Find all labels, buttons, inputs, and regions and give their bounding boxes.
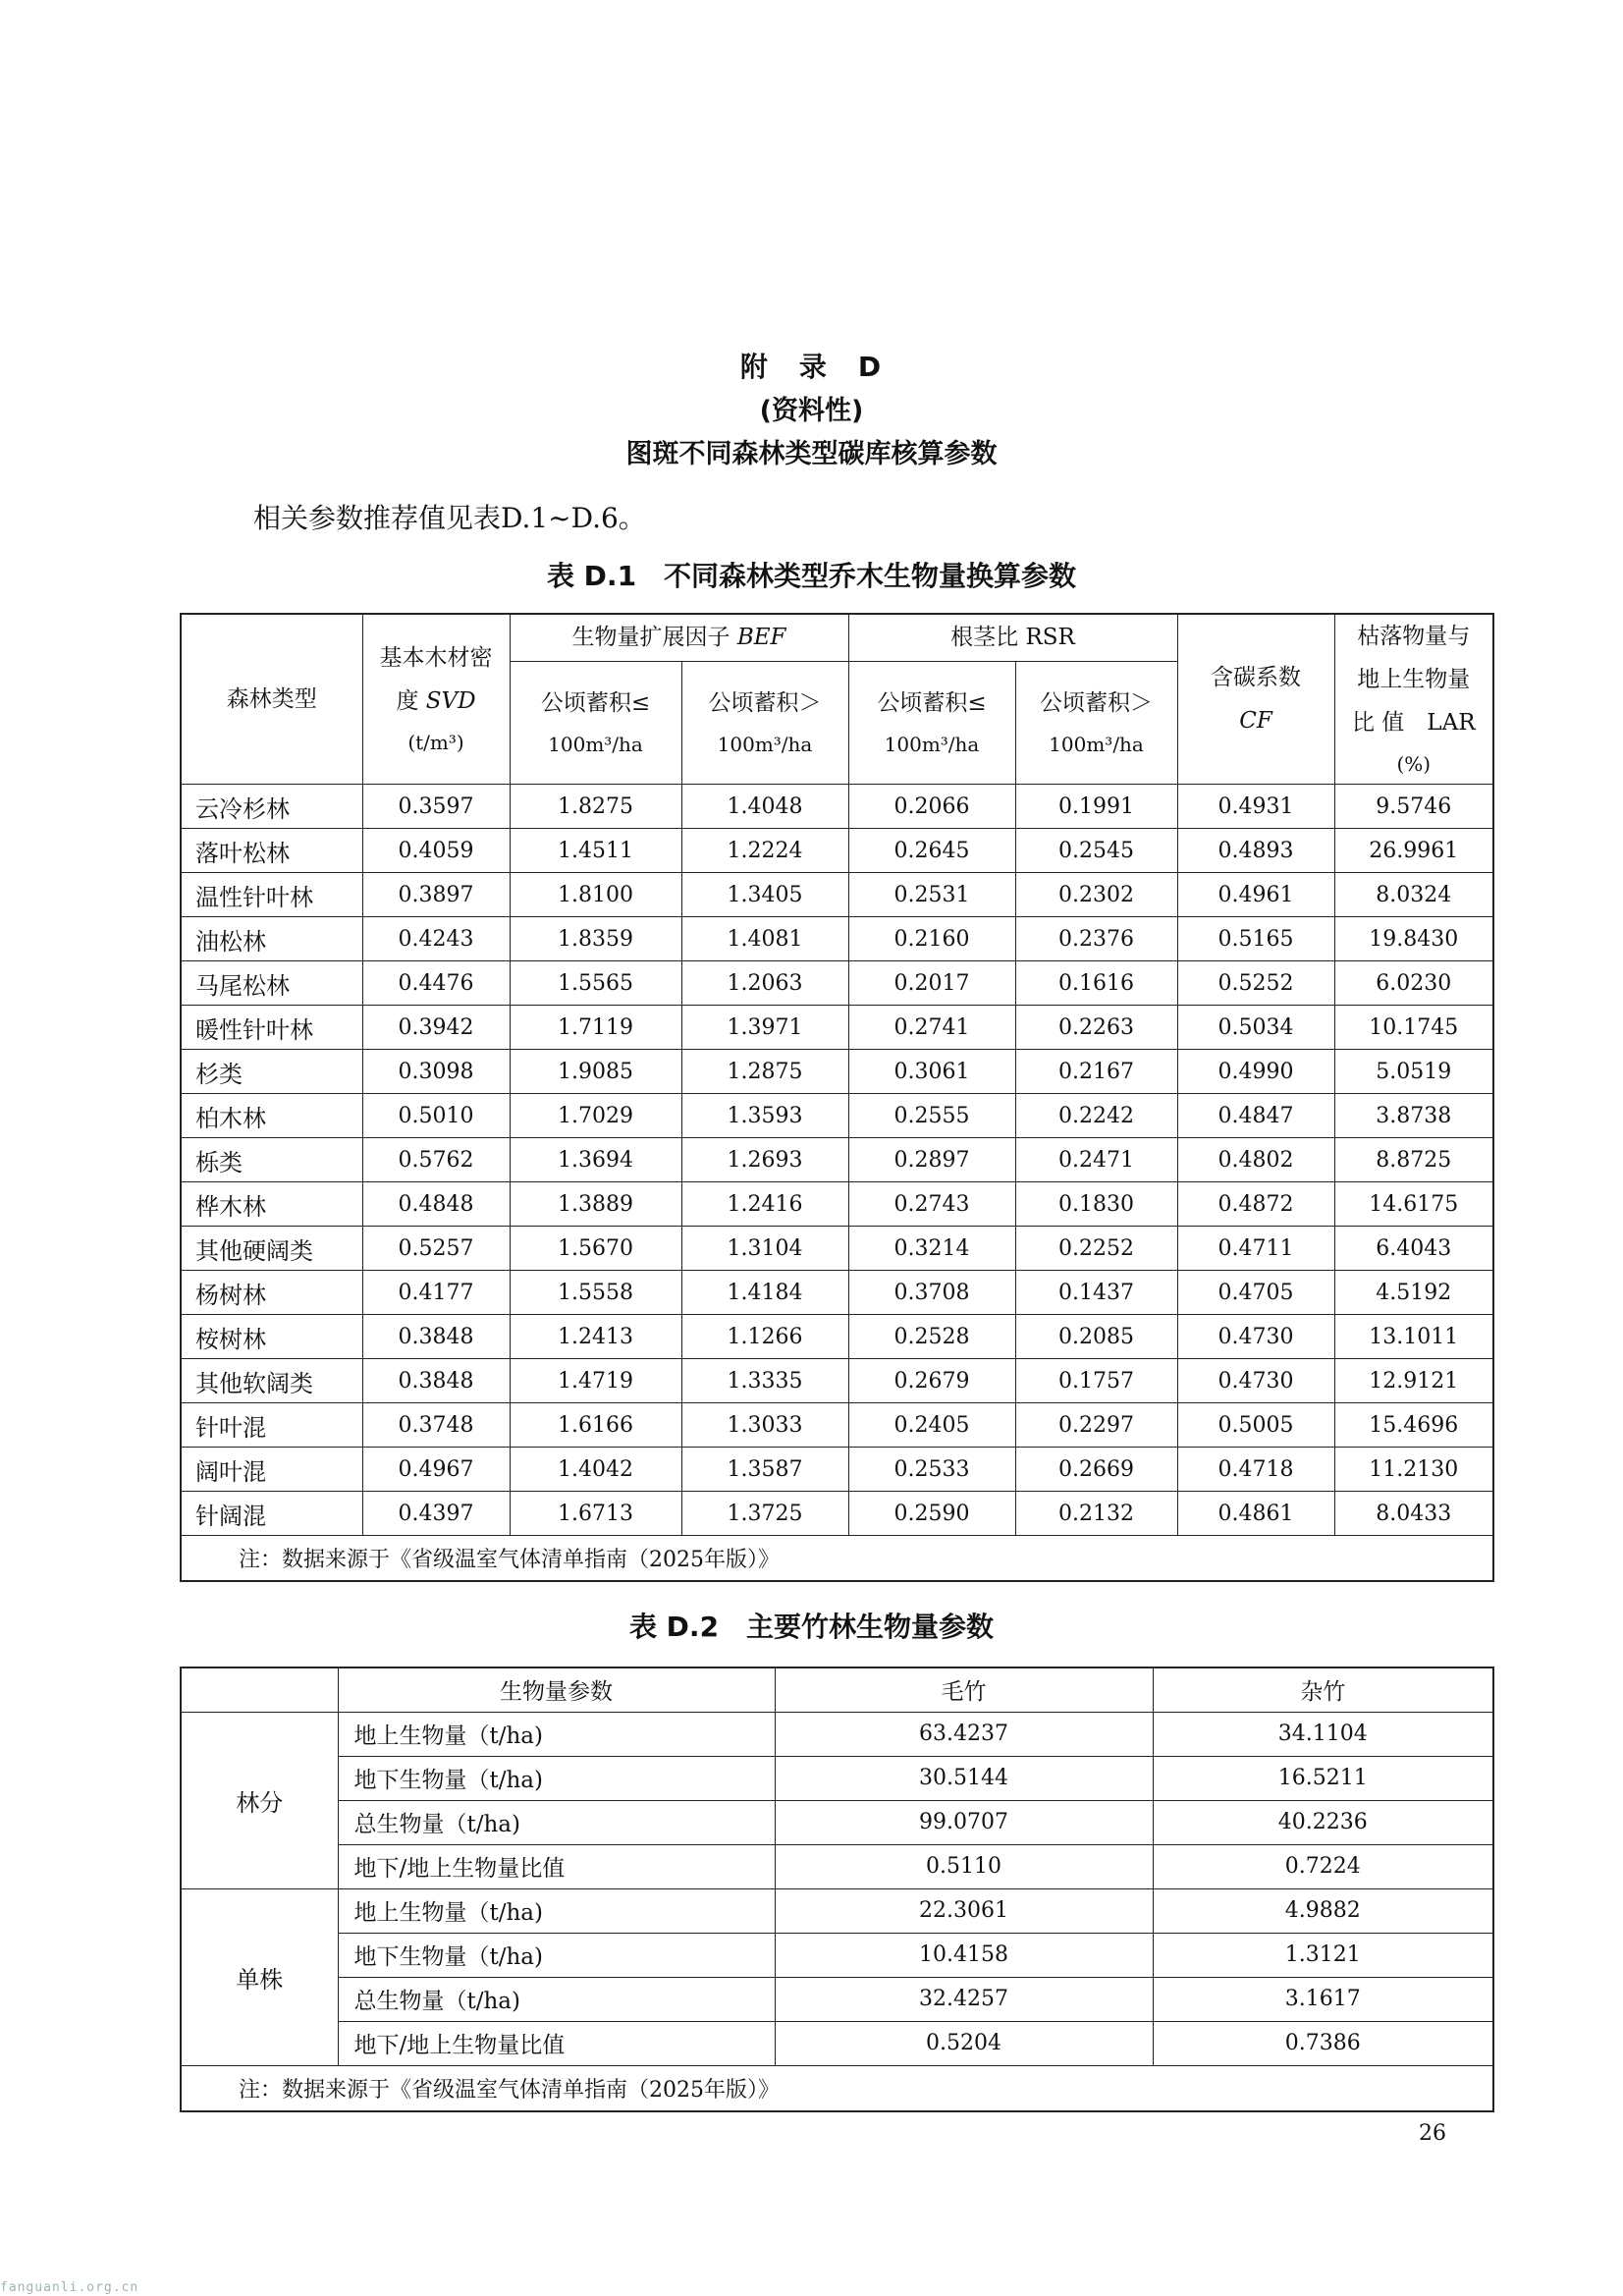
value-cell: 0.3848 — [362, 1359, 510, 1403]
param-cell: 地下/地上生物量比值 — [338, 2021, 775, 2065]
value-cell: 0.4990 — [1177, 1050, 1334, 1094]
value-cell: 0.2263 — [1015, 1006, 1177, 1050]
value-cell: 0.2085 — [1015, 1315, 1177, 1359]
value-cell: 13.1011 — [1334, 1315, 1493, 1359]
forest-type-cell: 针阔混 — [181, 1492, 362, 1536]
value-cell: 0.3848 — [362, 1315, 510, 1359]
header-bef-le — [510, 661, 681, 784]
value-cell: 40.2236 — [1153, 1800, 1493, 1844]
watermark: fanguanli.org.cn — [0, 2280, 139, 2295]
forest-type-cell: 针叶混 — [181, 1403, 362, 1448]
value-cell: 63.4237 — [775, 1712, 1153, 1756]
header-bef-label: 生物量扩展因子 — [571, 625, 737, 651]
table-row — [181, 1182, 1493, 1227]
header-svd-line1: 基本木材密 — [379, 645, 493, 671]
table2-note: 注：数据来源于《省级温室气体清单指南（2025年版）》 — [181, 2065, 1493, 2111]
table-row — [181, 785, 1493, 829]
value-cell: 1.5670 — [510, 1227, 681, 1271]
group-cell: 单株 — [181, 1888, 338, 2065]
forest-type-cell: 杉类 — [181, 1050, 362, 1094]
value-cell: 32.4257 — [775, 1977, 1153, 2021]
header-bef-gt-line2: 100m³/ha — [717, 732, 813, 756]
bamboo-biomass-table — [180, 1667, 1494, 2112]
forest-type-cell: 桦木林 — [181, 1182, 362, 1227]
value-cell: 0.3597 — [362, 785, 510, 829]
forest-type-cell: 其他软阔类 — [181, 1359, 362, 1403]
value-cell: 0.5204 — [775, 2021, 1153, 2065]
value-cell: 0.2743 — [848, 1182, 1015, 1227]
value-cell: 0.4059 — [362, 829, 510, 873]
table-row — [181, 1271, 1493, 1315]
header-lar-line3: 比 值 LAR — [1352, 710, 1476, 736]
value-cell: 0.4861 — [1177, 1492, 1334, 1536]
value-cell: 1.6713 — [510, 1492, 681, 1536]
value-cell: 0.4961 — [1177, 873, 1334, 917]
value-cell: 0.4967 — [362, 1448, 510, 1492]
value-cell: 1.3971 — [681, 1006, 848, 1050]
value-cell: 1.2416 — [681, 1182, 848, 1227]
forest-type-cell: 杨树林 — [181, 1271, 362, 1315]
value-cell: 0.3748 — [362, 1403, 510, 1448]
appendix-subject: 图斑不同森林类型碳库核算参数 — [625, 439, 998, 469]
appendix-title: 附 录 D — [739, 351, 884, 383]
table2-caption: 表 D.2 主要竹林生物量参数 — [628, 1611, 995, 1643]
value-cell: 5.0519 — [1334, 1050, 1493, 1094]
value-cell: 0.4243 — [362, 917, 510, 961]
value-cell: 1.3335 — [681, 1359, 848, 1403]
header-blank — [181, 1667, 338, 1712]
value-cell: 0.7224 — [1153, 1844, 1493, 1888]
forest-type-cell: 阔叶混 — [181, 1448, 362, 1492]
value-cell: 26.9961 — [1334, 829, 1493, 873]
value-cell: 0.1757 — [1015, 1359, 1177, 1403]
header-bef-le-line1: 公顷蓄积≤ — [540, 689, 651, 716]
forest-type-cell: 暖性针叶林 — [181, 1006, 362, 1050]
value-cell: 15.4696 — [1334, 1403, 1493, 1448]
value-cell: 0.1616 — [1015, 961, 1177, 1006]
forest-type-cell: 桉树林 — [181, 1315, 362, 1359]
table-row — [181, 1403, 1493, 1448]
value-cell: 0.2533 — [848, 1448, 1015, 1492]
table-row — [181, 1844, 1493, 1888]
header-lar-line2: 地上生物量 — [1357, 667, 1471, 692]
value-cell: 0.2897 — [848, 1138, 1015, 1182]
table-row — [181, 1756, 1493, 1800]
value-cell: 0.3942 — [362, 1006, 510, 1050]
value-cell: 11.2130 — [1334, 1448, 1493, 1492]
value-cell: 0.5762 — [362, 1138, 510, 1182]
value-cell: 8.0433 — [1334, 1492, 1493, 1536]
param-cell: 地上生物量（t/ha) — [338, 1712, 775, 1756]
table-row — [181, 1138, 1493, 1182]
param-cell: 总生物量（t/ha) — [338, 1977, 775, 2021]
value-cell: 0.4848 — [362, 1182, 510, 1227]
value-cell: 1.1266 — [681, 1315, 848, 1359]
header-svd-prefix: 度 — [396, 688, 426, 714]
header-bef-gt-line1: 公顷蓄积＞ — [708, 689, 822, 716]
value-cell: 99.0707 — [775, 1800, 1153, 1844]
value-cell: 0.1437 — [1015, 1271, 1177, 1315]
value-cell: 1.3889 — [510, 1182, 681, 1227]
value-cell: 0.4893 — [1177, 829, 1334, 873]
value-cell: 0.5034 — [1177, 1006, 1334, 1050]
value-cell: 1.3587 — [681, 1448, 848, 1492]
forest-type-cell: 温性针叶林 — [181, 873, 362, 917]
value-cell: 4.5192 — [1334, 1271, 1493, 1315]
value-cell: 3.8738 — [1334, 1094, 1493, 1138]
header-svd — [362, 614, 510, 785]
value-cell: 0.4931 — [1177, 785, 1334, 829]
value-cell: 0.2405 — [848, 1403, 1015, 1448]
header-rsr-le — [848, 661, 1015, 784]
value-cell: 0.4705 — [1177, 1271, 1334, 1315]
value-cell: 0.2252 — [1015, 1227, 1177, 1271]
value-cell: 0.2555 — [848, 1094, 1015, 1138]
value-cell: 1.6166 — [510, 1403, 681, 1448]
value-cell: 10.1745 — [1334, 1006, 1493, 1050]
value-cell: 0.1830 — [1015, 1182, 1177, 1227]
header-rsr-le-line1: 公顷蓄积≤ — [877, 689, 987, 716]
header-svd-unit: (t/m³) — [407, 731, 464, 754]
table-row — [181, 1933, 1493, 1977]
header-cf-symbol — [1178, 699, 1334, 742]
value-cell: 1.2224 — [681, 829, 848, 873]
page-number: 26 — [1419, 2121, 1446, 2146]
value-cell: 0.3098 — [362, 1050, 510, 1094]
value-cell: 12.9121 — [1334, 1359, 1493, 1403]
header-rsr: 根茎比 RSR — [848, 614, 1177, 661]
table-row — [181, 1094, 1493, 1138]
table-row — [181, 961, 1493, 1006]
table-row — [181, 1050, 1493, 1094]
value-cell: 1.2875 — [681, 1050, 848, 1094]
param-cell: 地下/地上生物量比值 — [338, 1844, 775, 1888]
value-cell: 0.4476 — [362, 961, 510, 1006]
value-cell: 0.7386 — [1153, 2021, 1493, 2065]
value-cell: 0.2590 — [848, 1492, 1015, 1536]
value-cell: 1.2063 — [681, 961, 848, 1006]
bamboo-table-body — [181, 1712, 1493, 2065]
header-svd-symbol: SVD — [425, 688, 476, 714]
header-rsr-gt-line2: 100m³/ha — [1049, 732, 1144, 756]
header-zazhu: 杂竹 — [1153, 1667, 1493, 1712]
header-rsr-le-line2: 100m³/ha — [884, 732, 980, 756]
value-cell: 1.3405 — [681, 873, 848, 917]
header-bef-gt — [681, 661, 848, 784]
forest-type-cell: 马尾松林 — [181, 961, 362, 1006]
value-cell: 0.5257 — [362, 1227, 510, 1271]
value-cell: 0.4730 — [1177, 1359, 1334, 1403]
table-row — [181, 1006, 1493, 1050]
value-cell: 1.8275 — [510, 785, 681, 829]
header-maozhu: 毛竹 — [775, 1667, 1153, 1712]
table-row — [181, 1227, 1493, 1271]
value-cell: 22.3061 — [775, 1888, 1153, 1933]
value-cell: 0.2160 — [848, 917, 1015, 961]
value-cell: 0.2471 — [1015, 1138, 1177, 1182]
value-cell: 0.2297 — [1015, 1403, 1177, 1448]
value-cell: 0.1991 — [1015, 785, 1177, 829]
value-cell: 0.2242 — [1015, 1094, 1177, 1138]
value-cell: 1.4184 — [681, 1271, 848, 1315]
header-lar-line1: 枯落物量与 — [1357, 624, 1471, 649]
value-cell: 19.8430 — [1334, 917, 1493, 961]
value-cell: 1.3033 — [681, 1403, 848, 1448]
value-cell: 0.3061 — [848, 1050, 1015, 1094]
table-row — [181, 1800, 1493, 1844]
forest-type-cell: 柏木林 — [181, 1094, 362, 1138]
value-cell: 0.2132 — [1015, 1492, 1177, 1536]
value-cell: 1.3593 — [681, 1094, 848, 1138]
appendix-nature: (资料性) — [759, 396, 864, 426]
value-cell: 0.5110 — [775, 1844, 1153, 1888]
header-cf — [1177, 614, 1334, 785]
forest-type-cell: 油松林 — [181, 917, 362, 961]
intro-paragraph: 相关参数推荐值见表D.1~D.6。 — [253, 502, 646, 534]
value-cell: 10.4158 — [775, 1933, 1153, 1977]
value-cell: 1.2693 — [681, 1138, 848, 1182]
value-cell: 0.4802 — [1177, 1138, 1334, 1182]
value-cell: 1.4511 — [510, 829, 681, 873]
value-cell: 1.2413 — [510, 1315, 681, 1359]
value-cell: 0.2376 — [1015, 917, 1177, 961]
header-forest-type: 森林类型 — [181, 614, 362, 785]
value-cell: 34.1104 — [1153, 1712, 1493, 1756]
value-cell: 0.5005 — [1177, 1403, 1334, 1448]
param-cell: 总生物量（t/ha) — [338, 1800, 775, 1844]
value-cell: 0.4718 — [1177, 1448, 1334, 1492]
value-cell: 1.7119 — [510, 1006, 681, 1050]
header-svd-line2 — [363, 680, 510, 723]
value-cell: 0.2167 — [1015, 1050, 1177, 1094]
value-cell: 0.5165 — [1177, 917, 1334, 961]
value-cell: 0.2669 — [1015, 1448, 1177, 1492]
value-cell: 0.5252 — [1177, 961, 1334, 1006]
table1-caption: 表 D.1 不同森林类型乔木生物量换算参数 — [546, 560, 1077, 592]
value-cell: 0.2679 — [848, 1359, 1015, 1403]
value-cell: 8.8725 — [1334, 1138, 1493, 1182]
group-cell: 林分 — [181, 1712, 338, 1888]
header-bef-symbol: BEF — [736, 625, 786, 651]
value-cell: 0.4397 — [362, 1492, 510, 1536]
table-row — [181, 2021, 1493, 2065]
table-row — [181, 1712, 1493, 1756]
table1-note: 注：数据来源于《省级温室气体清单指南（2025年版）》 — [181, 1536, 1493, 1582]
value-cell: 1.4081 — [681, 917, 848, 961]
value-cell: 0.5010 — [362, 1094, 510, 1138]
value-cell: 3.1617 — [1153, 1977, 1493, 2021]
forest-type-cell: 云冷杉林 — [181, 785, 362, 829]
value-cell: 1.3694 — [510, 1138, 681, 1182]
value-cell: 1.8359 — [510, 917, 681, 961]
param-cell: 地下生物量（t/ha) — [338, 1933, 775, 1977]
value-cell: 1.3725 — [681, 1492, 848, 1536]
value-cell: 0.2528 — [848, 1315, 1015, 1359]
table-row — [181, 1492, 1493, 1536]
value-cell: 1.5565 — [510, 961, 681, 1006]
param-cell: 地上生物量（t/ha) — [338, 1888, 775, 1933]
header-param: 生物量参数 — [338, 1667, 775, 1712]
value-cell: 9.5746 — [1334, 785, 1493, 829]
value-cell: 0.3214 — [848, 1227, 1015, 1271]
value-cell: 0.4711 — [1177, 1227, 1334, 1271]
forest-type-cell: 其他硬阔类 — [181, 1227, 362, 1271]
value-cell: 1.9085 — [510, 1050, 681, 1094]
value-cell: 0.2741 — [848, 1006, 1015, 1050]
header-lar-line4: (%) — [1396, 752, 1432, 776]
table-row — [181, 1977, 1493, 2021]
value-cell: 4.9882 — [1153, 1888, 1493, 1933]
header-bef — [510, 614, 848, 661]
table-row — [181, 1888, 1493, 1933]
value-cell: 1.4042 — [510, 1448, 681, 1492]
value-cell: 0.2531 — [848, 873, 1015, 917]
value-cell: 1.4719 — [510, 1359, 681, 1403]
param-cell: 地下生物量（t/ha) — [338, 1756, 775, 1800]
value-cell: 30.5144 — [775, 1756, 1153, 1800]
table-row — [181, 873, 1493, 917]
value-cell: 0.4177 — [362, 1271, 510, 1315]
table-row — [181, 1315, 1493, 1359]
value-cell: 0.2645 — [848, 829, 1015, 873]
value-cell: 6.0230 — [1334, 961, 1493, 1006]
table-row — [181, 829, 1493, 873]
table-row — [181, 917, 1493, 961]
value-cell: 8.0324 — [1334, 873, 1493, 917]
value-cell: 0.3708 — [848, 1271, 1015, 1315]
forest-type-parameter-table — [180, 613, 1494, 1582]
table-row — [181, 1359, 1493, 1403]
value-cell: 1.3104 — [681, 1227, 848, 1271]
table-row — [181, 1448, 1493, 1492]
value-cell: 1.5558 — [510, 1271, 681, 1315]
value-cell: 1.8100 — [510, 873, 681, 917]
value-cell: 0.3897 — [362, 873, 510, 917]
forest-type-cell: 栎类 — [181, 1138, 362, 1182]
header-lar — [1334, 614, 1493, 785]
value-cell: 1.3121 — [1153, 1933, 1493, 1977]
header-rsr-gt — [1015, 661, 1177, 784]
value-cell: 6.4043 — [1334, 1227, 1493, 1271]
value-cell: 1.7029 — [510, 1094, 681, 1138]
value-cell: 0.4847 — [1177, 1094, 1334, 1138]
value-cell: 0.2545 — [1015, 829, 1177, 873]
value-cell: 14.6175 — [1334, 1182, 1493, 1227]
header-bef-le-line2: 100m³/ha — [548, 732, 643, 756]
value-cell: 1.4048 — [681, 785, 848, 829]
value-cell: 0.4872 — [1177, 1182, 1334, 1227]
value-cell: 16.5211 — [1153, 1756, 1493, 1800]
value-cell: 0.4730 — [1177, 1315, 1334, 1359]
value-cell: 0.2302 — [1015, 873, 1177, 917]
value-cell: 0.2017 — [848, 961, 1015, 1006]
header-cf-italic: CF — [1239, 708, 1272, 734]
forest-table-body — [181, 785, 1493, 1536]
value-cell: 0.2066 — [848, 785, 1015, 829]
header-cf-label: 含碳系数 — [1211, 665, 1302, 690]
forest-type-cell: 落叶松林 — [181, 829, 362, 873]
header-rsr-gt-line1: 公顷蓄积＞ — [1040, 689, 1153, 716]
